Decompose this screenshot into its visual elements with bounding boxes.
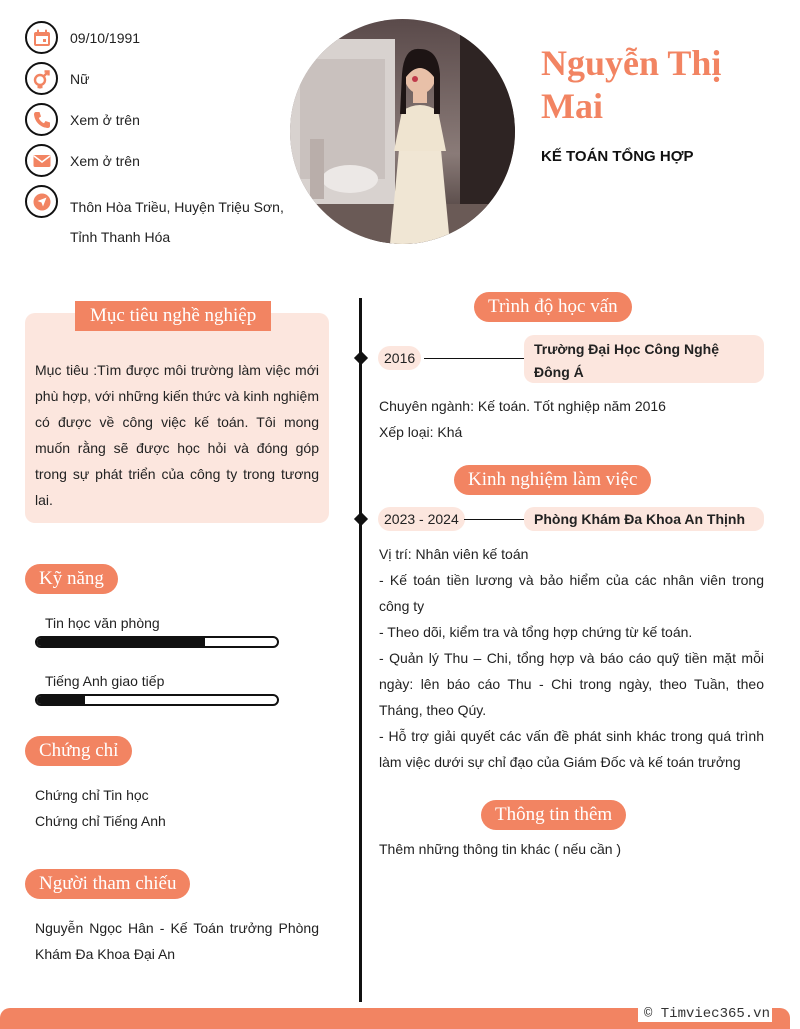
school-name: Trường Đại Học Công Nghệ Đông Á bbox=[534, 341, 719, 380]
skill-bar-english bbox=[35, 694, 279, 706]
extra-info-text: Thêm những thông tin khác ( nếu cần ) bbox=[379, 841, 622, 857]
certificates-title: Chứng chỉ bbox=[25, 736, 132, 766]
experience-title: Kinh nghiệm làm việc bbox=[454, 465, 651, 495]
education-major: Chuyên ngành: Kế toán. Tốt nghiệp năm 2016 bbox=[379, 398, 666, 414]
footer-watermark: © Timviec365.vn bbox=[638, 1006, 772, 1022]
objective-title: Mục tiêu nghề nghiệp bbox=[75, 301, 271, 331]
timeline-marker bbox=[354, 351, 368, 365]
skills-title: Kỹ năng bbox=[25, 564, 118, 594]
extra-info-title: Thông tin thêm bbox=[481, 800, 626, 830]
experience-company bbox=[524, 507, 764, 531]
reference-text: Nguyễn Ngọc Hân - Kế Toán trưởng Phòng Khám Đa Khoa Đại An bbox=[35, 920, 319, 962]
gender-text: Nữ bbox=[70, 70, 90, 87]
education-school bbox=[524, 335, 764, 383]
education-title: Trình độ học vấn bbox=[474, 292, 632, 322]
phone-icon bbox=[25, 103, 58, 136]
experience-duty: - Hỗ trợ giải quyết các vấn đề phát sinh khác trong quá trình làm việc dưới sự chỉ đạo của Giám Đốc và kế toán trưởng bbox=[379, 728, 764, 770]
certificate-item: Chứng chỉ Tin học bbox=[35, 787, 149, 803]
skill-fill-office bbox=[37, 638, 205, 646]
timeline-connector bbox=[464, 519, 524, 520]
contact-gender bbox=[25, 62, 89, 95]
skill-label-english: Tiếng Anh giao tiếp bbox=[45, 673, 165, 689]
job-title: KẾ TOÁN TỔNG HỢP bbox=[541, 148, 694, 165]
experience-duty: - Quản lý Thu – Chi, tổng hợp và báo cáo quỹ tiền mặt mỗi ngày: lên báo cáo Thu - Chi trong ngày, theo Tuần, theo Tháng, theo Qúy. bbox=[379, 650, 764, 718]
certificate-item: Chứng chỉ Tiếng Anh bbox=[35, 813, 166, 829]
experience-duty: - Theo dõi, kiểm tra và tổng hợp chứng từ kế toán. bbox=[379, 624, 693, 640]
contact-birthdate bbox=[25, 21, 140, 54]
avatar bbox=[290, 19, 515, 244]
skill-bar-office bbox=[35, 636, 279, 648]
contact-email bbox=[25, 144, 140, 177]
education-grade: Xếp loại: Khá bbox=[379, 424, 463, 440]
email-text: Xem ở trên bbox=[70, 152, 140, 169]
education-year: 2016 bbox=[378, 346, 421, 370]
experience-duty: - Kế toán tiền lương và bảo hiểm của các nhân viên trong công ty bbox=[379, 572, 764, 614]
timeline-marker bbox=[354, 512, 368, 526]
contact-address bbox=[25, 185, 58, 218]
contact-phone bbox=[25, 103, 140, 136]
gender-icon bbox=[25, 62, 58, 95]
skill-fill-english bbox=[37, 696, 85, 704]
phone-text: Xem ở trên bbox=[70, 111, 140, 128]
location-icon bbox=[25, 185, 58, 218]
mail-icon bbox=[25, 144, 58, 177]
company-name: Phòng Khám Đa Khoa An Thịnh bbox=[534, 511, 746, 527]
timeline-line bbox=[359, 298, 362, 1002]
objective-text: Mục tiêu :Tìm được môi trường làm việc mới phù hợp, với những kiến thức và kinh nghiệm có được về công việc kế toán. Tôi mong muốn rằng sẽ được học hỏi và đóng góp trong sự phát triển của công ty trong tương lai. bbox=[35, 362, 319, 508]
references-title: Người tham chiếu bbox=[25, 869, 190, 899]
timeline-connector bbox=[424, 358, 524, 359]
candidate-name: Nguyễn Thị Mai bbox=[541, 43, 722, 126]
address-text: Thôn Hòa Triều, Huyện Triệu Sơn, Tỉnh Thanh Hóa bbox=[70, 199, 284, 245]
birthdate-text: 09/10/1991 bbox=[70, 29, 141, 46]
experience-position: Vị trí: Nhân viên kế toán bbox=[379, 546, 529, 562]
calendar-icon bbox=[25, 21, 58, 54]
experience-period: 2023 - 2024 bbox=[378, 507, 465, 531]
skill-label-office: Tin học văn phòng bbox=[45, 615, 160, 631]
